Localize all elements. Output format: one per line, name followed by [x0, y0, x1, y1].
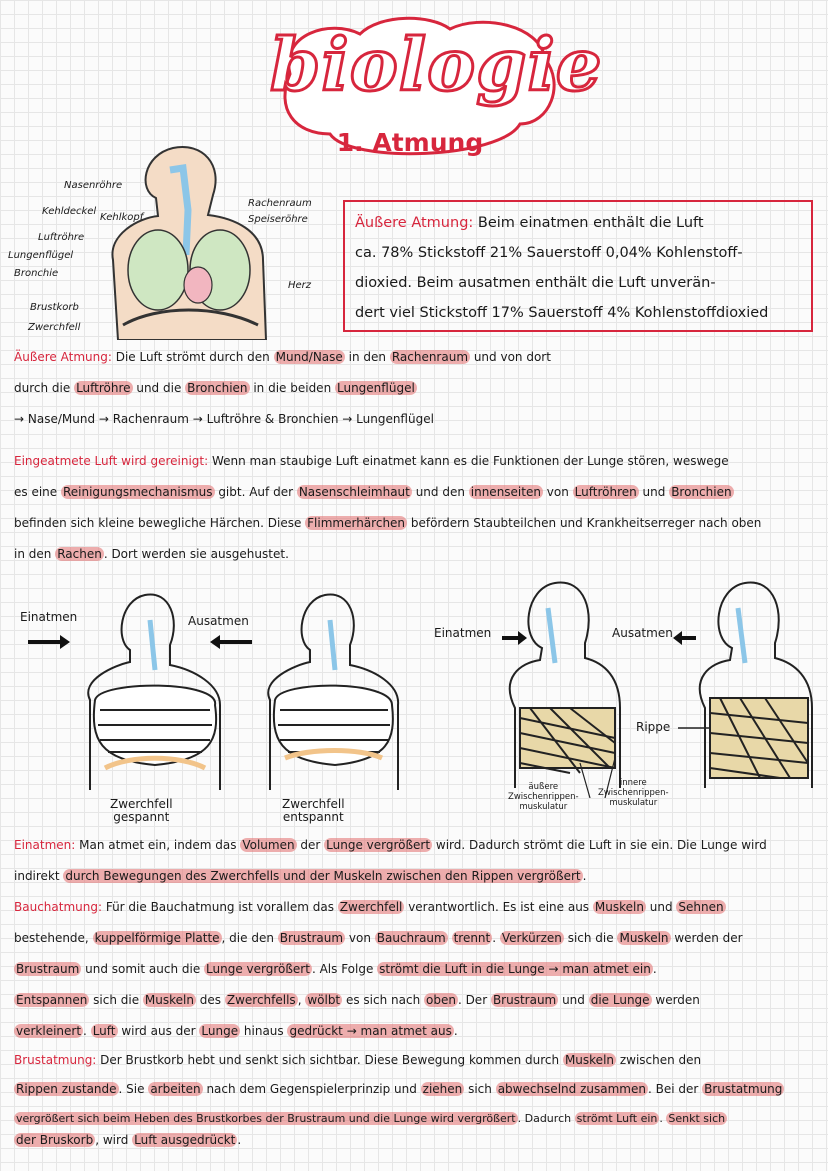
text-segment: werden	[651, 993, 700, 1007]
highlighted-term: Luftröhren	[574, 485, 637, 499]
highlighted-term: innenseiten	[470, 485, 541, 499]
label-rachenraum: Rachenraum	[248, 198, 312, 209]
label-innere-zwischenrippen	[598, 778, 669, 808]
text-segment: . Der	[457, 993, 491, 1007]
text-segment: von	[542, 485, 573, 499]
label-nasenroehre: Nasenröhre	[64, 180, 123, 191]
section-aeussere-atmung	[14, 342, 820, 435]
highlighted-term: die Lunge	[590, 993, 650, 1007]
highlighted-term: Bauchraum	[376, 931, 446, 945]
text-segment: und von dort	[470, 350, 551, 364]
diaphragm-figures	[20, 580, 400, 830]
text-segment: , wird	[95, 1133, 133, 1147]
highlighted-term: vergrößert sich beim Heben des Brustkorbes der Brustraum und die Lunge wird vergrößert	[16, 1112, 516, 1125]
text-segment: Für die Bauchatmung ist vorallem das	[102, 900, 338, 914]
label-kehlkopf: Kehlkopf	[100, 212, 144, 223]
text-segment: sich die	[563, 931, 618, 945]
highlighted-term: Rachen	[57, 547, 102, 561]
text-segment: äußere	[528, 782, 559, 792]
highlighted-term: Zwerchfells	[226, 993, 296, 1007]
text-segment: werden der	[670, 931, 743, 945]
text-segment: es eine	[14, 485, 61, 499]
highlighted-term: wölbt	[307, 993, 341, 1007]
label-ausatmen: Ausatmen	[188, 614, 249, 628]
text-segment: wird aus der	[117, 1024, 200, 1038]
page-subtitle: 1. Atmung	[336, 128, 484, 157]
title-block	[270, 14, 603, 157]
highlighted-term: Lunge vergrößert	[326, 838, 431, 852]
section-einatmen	[14, 830, 820, 892]
text-segment: Zwischenrippen-	[598, 788, 669, 798]
text-segment: durch die	[14, 381, 75, 395]
highlighted-term: Verkürzen	[501, 931, 562, 945]
label-herz: Herz	[288, 280, 312, 291]
text-segment: hinaus	[240, 1024, 288, 1038]
highlighted-term: Muskeln	[594, 900, 644, 914]
label-ausatmen-2: Ausatmen	[612, 626, 673, 640]
text-segment: von	[345, 931, 375, 945]
ribcage-illustration	[420, 568, 820, 798]
info-heading: Äußere Atmung:	[355, 215, 474, 231]
text-segment: .	[652, 962, 657, 976]
info-line-4: dert viel Stickstoff 17% Sauerstoff 4% Kohlenstoffdioxied	[355, 305, 769, 321]
text-segment: es sich nach	[342, 993, 424, 1007]
highlighted-term: Muskeln	[564, 1053, 615, 1067]
text-segment: .	[492, 931, 500, 945]
highlighted-term: arbeiten	[150, 1082, 201, 1096]
anatomy-figure	[8, 140, 338, 340]
text-segment: verantwortlich. Es ist eine aus	[404, 900, 593, 914]
highlighted-term: Luft	[92, 1024, 116, 1038]
label-zwerchfell: Zwerchfell	[28, 322, 81, 333]
text-segment: des	[195, 993, 225, 1007]
text-segment: zwischen den	[616, 1053, 702, 1067]
highlighted-term: trennt	[453, 931, 491, 945]
section-heading: Brustatmung:	[14, 1053, 97, 1067]
flow-line: → Nase/Mund → Rachenraum → Luftröhre & Bronchien → Lungenflügel	[14, 412, 434, 426]
text-segment: nach dem Gegenspielerprinzip und	[202, 1082, 421, 1096]
text-segment: Der Brustkorb hebt und senkt sich sichtbar. Diese Bewegung kommen durch	[96, 1053, 563, 1067]
text-segment: entspannt	[282, 810, 344, 824]
text-segment: .	[453, 1024, 458, 1038]
highlighted-term: Lunge	[201, 1024, 239, 1038]
text-segment: in die beiden	[249, 381, 335, 395]
text-segment: Wenn man staubige Luft einatmet kann es die Funktionen der Lunge stören, weswege	[208, 454, 729, 468]
highlighted-term: ziehen	[422, 1082, 463, 1096]
text-segment: muskulatur	[519, 802, 568, 812]
highlighted-term: oben	[425, 993, 456, 1007]
highlighted-term: Brustraum	[279, 931, 344, 945]
text-segment: sich	[464, 1082, 496, 1096]
text-segment: gibt. Auf der	[214, 485, 297, 499]
label-luftroehre: Luftröhre	[38, 232, 85, 243]
highlighted-term: Bronchien	[187, 381, 248, 395]
label-bronchie: Bronchie	[14, 268, 59, 279]
highlighted-term: Flimmerhärchen	[307, 516, 406, 530]
text-segment: . Bei der	[647, 1082, 703, 1096]
section-brustatmung	[14, 1046, 820, 1147]
text-segment: .	[83, 1024, 91, 1038]
label-lungenfluegel: Lungenflügel	[8, 250, 74, 261]
text-segment: innere	[619, 778, 647, 788]
info-line-1: Beim einatmen enthält die Luft	[473, 215, 704, 231]
highlighted-term: Rachenraum	[391, 350, 469, 364]
text-segment: in den	[344, 350, 390, 364]
section-reinigung	[14, 446, 820, 570]
text-segment: .	[582, 869, 587, 883]
text-segment: . Dadurch	[517, 1112, 575, 1125]
text-segment: und den	[411, 485, 469, 499]
text-segment: Man atmet ein, indem das	[75, 838, 241, 852]
text-segment: . Als Folge	[311, 962, 378, 976]
label-einatmen: Einatmen	[20, 610, 78, 624]
text-segment: . Dort werden sie ausgehustet.	[103, 547, 289, 561]
info-line-2: ca. 78% Stickstoff 21% Sauerstoff 0,04% Kohlenstoff-	[355, 245, 743, 261]
text-segment: und	[645, 900, 677, 914]
section-heading: Äußere Atmung:	[14, 350, 112, 364]
highlighted-term: strömt Luft ein	[576, 1112, 658, 1125]
highlighted-term: Zwerchfell	[339, 900, 403, 914]
highlighted-term: Muskeln	[619, 931, 669, 945]
highlighted-term: Mund/Nase	[275, 350, 343, 364]
text-segment: sich die	[89, 993, 143, 1007]
section-heading: Einatmen:	[14, 838, 76, 852]
ribcage-figures	[420, 568, 820, 828]
text-segment: ,	[297, 993, 306, 1007]
text-segment: und die	[132, 381, 186, 395]
highlighted-term: Lunge vergrößert	[206, 962, 310, 976]
highlighted-term: Bronchien	[671, 485, 732, 499]
text-segment: wird. Dadurch strömt die Luft in sie ein. Die Lunge wird	[432, 838, 767, 852]
text-segment: und	[558, 993, 589, 1007]
highlighted-term: Nasenschleimhaut	[298, 485, 410, 499]
text-segment: befördern Staubteilchen und Krankheitserreger nach oben	[407, 516, 762, 530]
label-zf-gespannt	[110, 798, 173, 824]
page-title: biologie	[270, 22, 603, 107]
section-heading: Eingeatmete Luft wird gereinigt:	[14, 454, 209, 468]
highlighted-term: Sehnen	[678, 900, 724, 914]
highlighted-term: kuppelförmige Platte	[94, 931, 220, 945]
text-segment: in den	[14, 547, 56, 561]
text-segment: der	[296, 838, 325, 852]
info-line-3: dioxied. Beim ausatmen enthält die Luft unverän-	[355, 275, 716, 291]
highlighted-term: Brustraum	[16, 962, 80, 976]
highlighted-term: Brustraum	[492, 993, 557, 1007]
text-segment: gespannt	[113, 810, 170, 824]
label-zf-entspannt	[282, 798, 345, 824]
label-rippe: Rippe	[636, 720, 671, 734]
highlighted-term: Lungenflügel	[337, 381, 415, 395]
text-segment: Zwerchfell	[110, 797, 173, 811]
text-segment: Die Luft strömt durch den	[111, 350, 274, 364]
label-aeussere-zwischenrippen	[508, 782, 579, 812]
label-speiseroehre: Speiseröhre	[248, 214, 308, 225]
text-segment: indirekt	[14, 869, 64, 883]
highlighted-term: gedrückt → man atmet aus	[289, 1024, 452, 1038]
text-segment: , die den	[221, 931, 278, 945]
label-kehldeckel: Kehldeckel	[42, 206, 97, 217]
text-segment: muskulatur	[609, 798, 658, 808]
highlighted-term: Muskeln	[144, 993, 194, 1007]
label-einatmen-2: Einatmen	[434, 626, 492, 640]
text-segment: bestehende,	[14, 931, 93, 945]
text-segment: Zwerchfell	[282, 797, 345, 811]
highlighted-term: Entspannen	[16, 993, 88, 1007]
text-segment: .	[237, 1133, 242, 1147]
info-box	[343, 200, 813, 332]
text-segment: befinden sich kleine bewegliche Härchen. Diese	[14, 516, 306, 530]
highlighted-term: der Bruskorb	[16, 1133, 94, 1147]
highlighted-term: strömt die Luft in die Lunge → man atmet ein	[379, 962, 651, 976]
highlighted-term: verkleinert	[16, 1024, 82, 1038]
highlighted-term: durch Bewegungen des Zwerchfells und der Muskeln zwischen den Rippen vergrößert	[65, 869, 581, 883]
text-segment: . Sie	[118, 1082, 149, 1096]
section-bauchatmung	[14, 892, 820, 1047]
text-segment	[448, 931, 452, 945]
highlighted-term: Senkt sich	[668, 1112, 726, 1125]
label-brustkorb: Brustkorb	[30, 302, 79, 313]
highlighted-term: Reinigungsmechanismus	[62, 485, 213, 499]
text-segment: und	[638, 485, 670, 499]
section-heading: Bauchatmung:	[14, 900, 103, 914]
highlighted-term: abwechselnd zusammen	[497, 1082, 646, 1096]
highlighted-term: Brustatmung	[704, 1082, 783, 1096]
highlighted-term: Rippen zustande	[16, 1082, 117, 1096]
text-segment: Zwischenrippen-	[508, 792, 579, 802]
highlighted-term: Luftröhre	[76, 381, 131, 395]
text-segment: und somit auch die	[81, 962, 205, 976]
highlighted-term: Volumen	[242, 838, 295, 852]
text-segment: .	[659, 1112, 667, 1125]
highlighted-term: Luft ausgedrückt	[134, 1133, 236, 1147]
